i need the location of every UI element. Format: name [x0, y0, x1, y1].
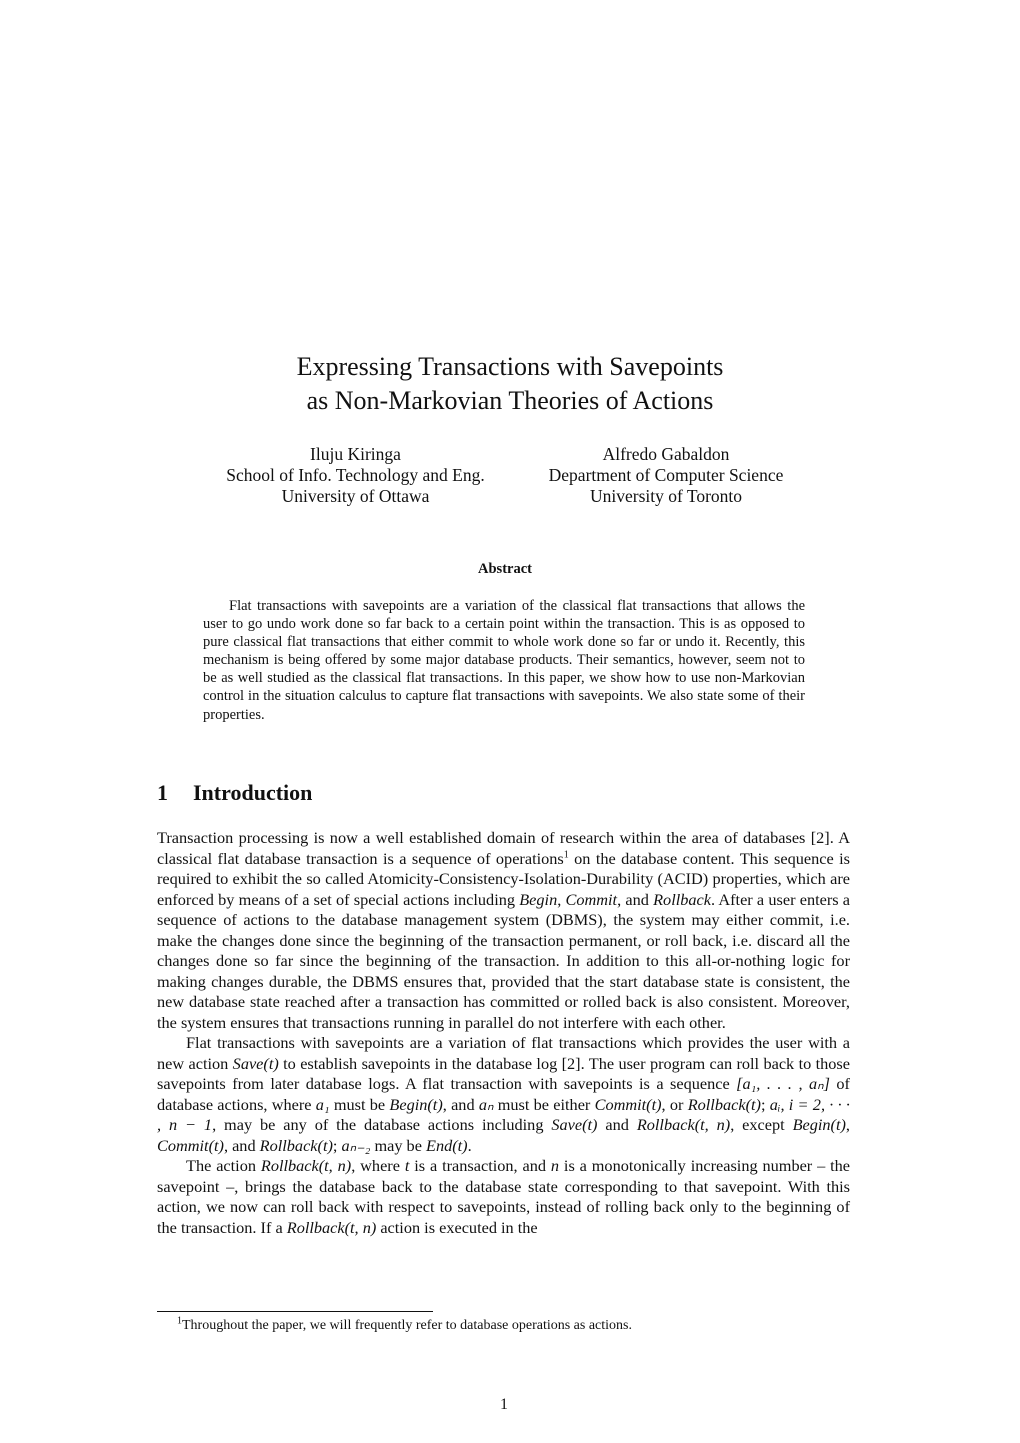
paragraph-2 — [157, 1033, 850, 1156]
math-term: aₙ — [478, 1094, 494, 1114]
text-run: on the database content. This sequence is required to exhibit the so called Atomicity-Consistency-Isolation-Durability (ACID) properties, which are enforced by means of a set of special actions including — [157, 848, 850, 909]
text-run: must be — [329, 1094, 390, 1114]
author-block-1 — [202, 444, 509, 507]
math-term: Begin — [519, 889, 558, 909]
text-run: , or — [661, 1094, 688, 1114]
author-institution: University of Toronto — [589, 486, 743, 506]
paper-title-line-2: as Non-Markovian Theories of Actions — [306, 386, 714, 415]
math-term: n — [550, 1156, 560, 1175]
text-run: , — [845, 1115, 850, 1134]
math-term: Rollback(t) — [687, 1094, 761, 1114]
text-run: The action — [186, 1156, 261, 1175]
text-run: ; — [332, 1135, 342, 1155]
author-affiliation: Department of Computer Science — [548, 465, 784, 485]
text-run: , where — [351, 1156, 405, 1175]
text-run: , except — [730, 1115, 793, 1134]
footnote-number: 1 — [177, 1315, 182, 1327]
math-term: a₁ — [315, 1094, 330, 1114]
math-term: Rollback(t, n) — [286, 1217, 377, 1237]
text-run: must be either — [493, 1094, 595, 1114]
text-run: . — [467, 1135, 472, 1155]
text-run: to establish savepoints in the database log [2]. The user program can roll back to those savepoints from later database logs. A flat transaction with savepoints is a sequence — [157, 1053, 850, 1093]
math-term: Rollback(t, n) — [260, 1156, 352, 1175]
math-term: aₙ₋₂ — [341, 1135, 371, 1155]
math-term: Begin(t) — [792, 1115, 846, 1134]
author-affiliation: School of Info. Technology and Eng. — [226, 465, 485, 485]
text-run: Transaction processing is now a well established domain of research within the area of databases [2]. A classical flat database transaction is a sequence of operations — [157, 828, 850, 868]
math-term: Rollback — [653, 889, 711, 909]
math-term: Rollback(t) — [259, 1135, 333, 1155]
text-run: and — [597, 1115, 637, 1134]
math-term: Commit(t) — [594, 1094, 662, 1114]
text-run: . After a user enters a sequence of actions to the database management system (DBMS), the system may either commit, i.e. make the changes done since the beginning of the transaction permanent, or roll back, i.e. discard all the changes done so far since the beginning of the transaction. In addition to this all-or-nothing logic for making changes durable, the DBMS ensures that, provided that the start database state is consistent, the new database state reached after a transaction has committed or rolled back is also consistent. Moreover, the system ensures that transactions running in parallel do not interfere with each other. — [157, 889, 851, 1032]
math-term: [a₁, . . . , aₙ] — [736, 1074, 830, 1093]
text-run: is a transaction, and — [409, 1156, 551, 1175]
text-run: action is executed in the — [376, 1217, 538, 1237]
text-run: , and — [223, 1135, 260, 1155]
text-run: , and — [617, 889, 654, 909]
text-run: , may be any of the database actions including — [212, 1115, 552, 1134]
abstract-heading: Abstract — [478, 561, 532, 577]
text-run: , and — [442, 1094, 479, 1114]
author-name: Iluju Kiringa — [310, 444, 401, 464]
footnote-marker: 1 — [563, 849, 569, 861]
section-number: 1 — [157, 780, 168, 805]
text-run: of database actions, where — [157, 1074, 850, 1114]
text-run: may be — [370, 1135, 426, 1155]
text-run: Flat transactions with savepoints are a variation of flat transactions which provides the user with a new action — [157, 1033, 850, 1073]
math-term: Commit(t) — [157, 1135, 224, 1155]
math-term: Save(t) — [551, 1115, 598, 1134]
text-run: ; — [760, 1094, 770, 1114]
math-term: Rollback(t, n) — [636, 1115, 731, 1134]
math-term: Save(t) — [232, 1053, 279, 1073]
footnote — [157, 1315, 633, 1334]
math-term: Commit — [565, 889, 618, 909]
page-number: 1 — [500, 1396, 508, 1413]
text-run: is a monotonically increasing number – the savepoint –, brings the database back to the database state corresponding to that savepoint. With this action, we now can roll back with respect to savepoints, instead of rolling back only to the beginning of the transaction. If a — [157, 1156, 851, 1237]
math-term: Begin(t) — [389, 1094, 443, 1114]
author-block-2 — [526, 444, 806, 507]
section-heading-introduction — [157, 780, 312, 806]
author-institution: University of Ottawa — [281, 486, 430, 506]
paper-title-line-1: Expressing Transactions with Savepoints — [296, 352, 724, 381]
math-term: aᵢ, i = 2, · · · , n − 1 — [157, 1094, 850, 1134]
paragraph-1 — [157, 828, 850, 1033]
section-title: Introduction — [193, 780, 313, 805]
footnote-text: Throughout the paper, we will frequently refer to database operations as actions. — [182, 1318, 633, 1333]
text-run: , — [557, 889, 566, 909]
author-name: Alfredo Gabaldon — [602, 444, 730, 464]
abstract-text: Flat transactions with savepoints are a variation of the classical flat transactions that allows the user to go undo work done so far back to a certain point within the transaction. This is as opposed to pure classical flat transactions that either commit to whole work done so far or undo it. Recently, this mechanism is being offered by some major database products. Their semantics, however, seem not to be as well studied as the classical flat transactions. In this paper, we show how to use non-Markovian control in the situation calculus to capture flat transactions with savepoints. We also state some of their properties. — [203, 598, 805, 723]
introduction-body — [157, 828, 850, 1238]
paragraph-3 — [157, 1156, 850, 1238]
math-term: t — [404, 1156, 410, 1175]
footnote-divider — [157, 1311, 433, 1312]
math-term: End(t) — [426, 1135, 468, 1155]
